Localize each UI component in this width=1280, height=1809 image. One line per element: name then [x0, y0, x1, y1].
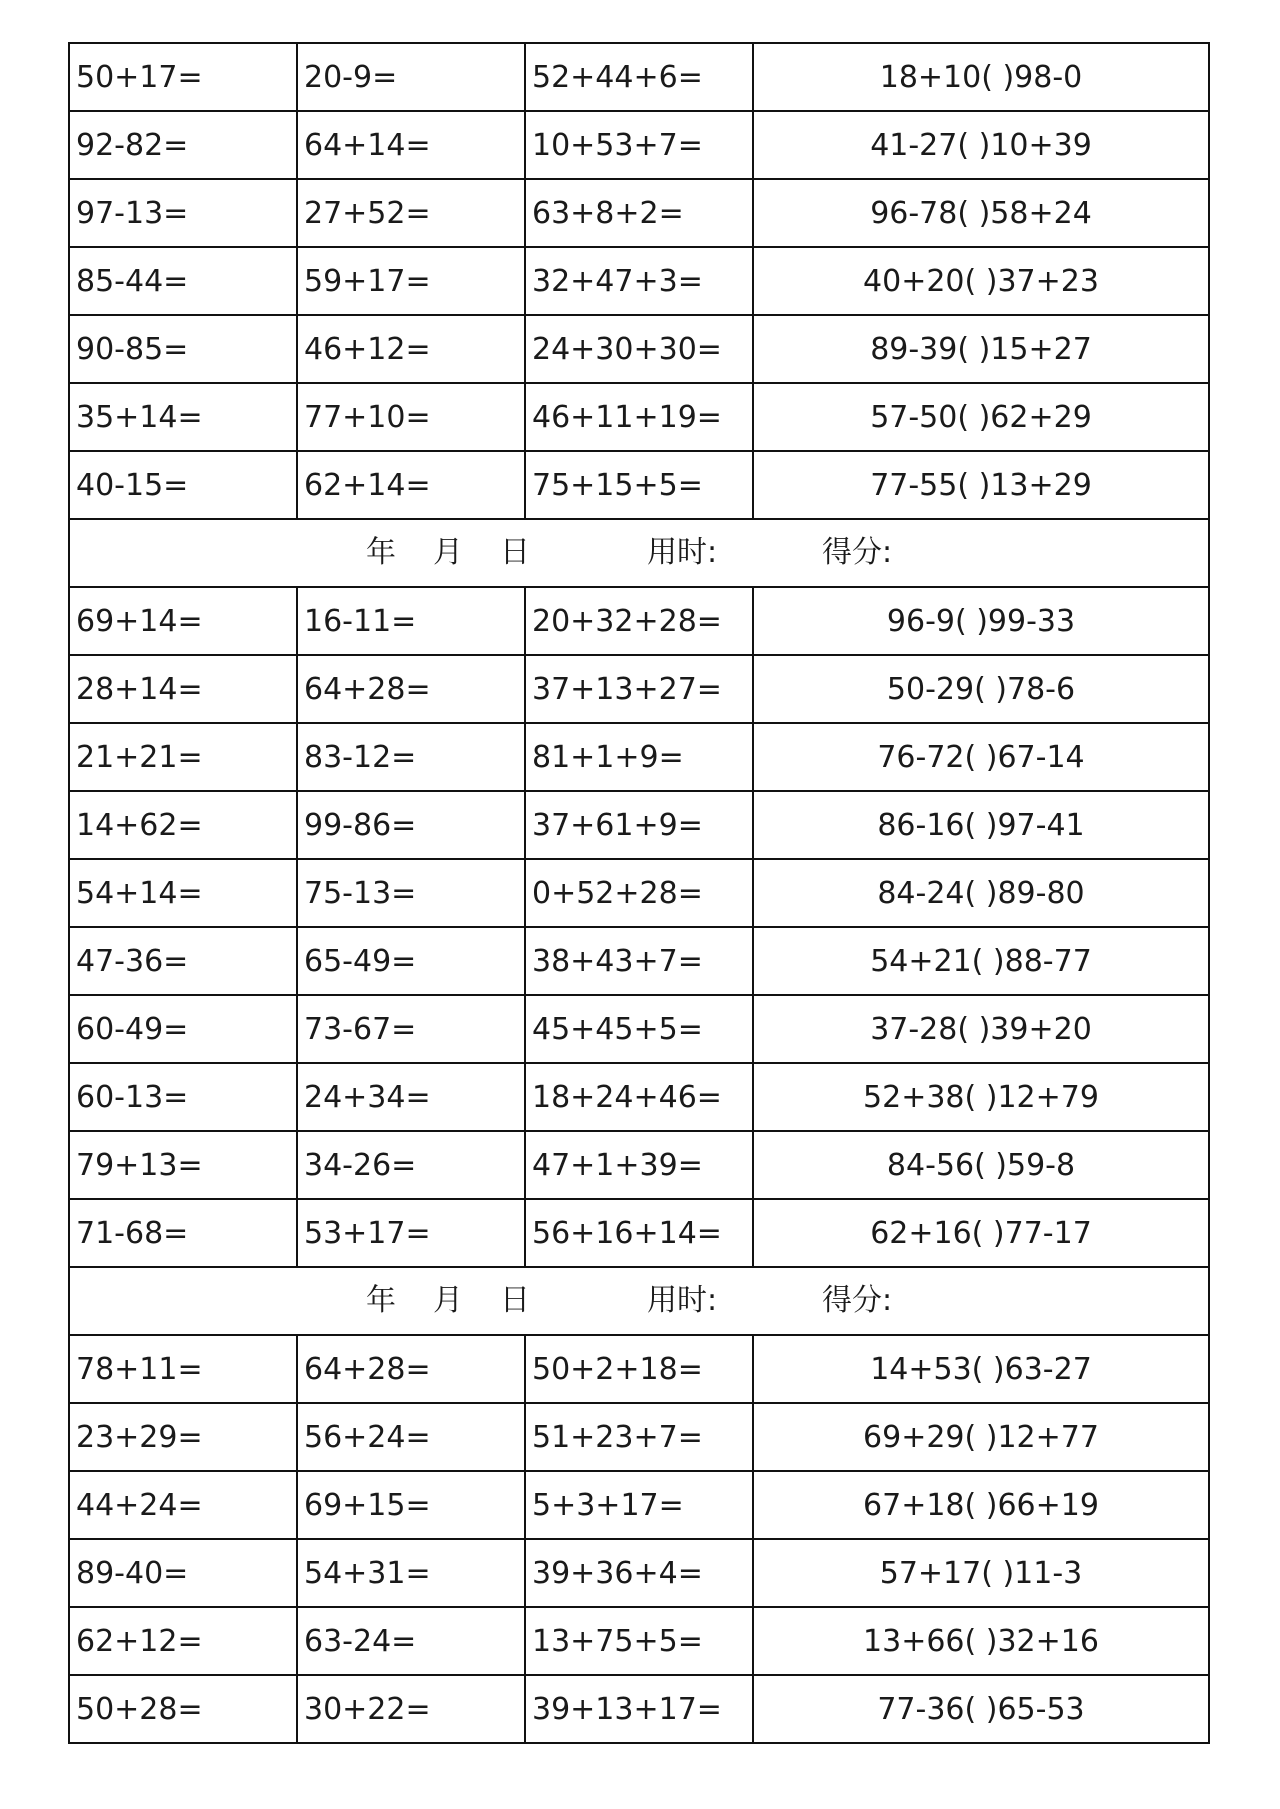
three-term-problem: 32+47+3=: [525, 247, 753, 315]
arithmetic-worksheet: [68, 42, 1210, 1744]
two-term-problem: 78+11=: [69, 1335, 297, 1403]
problem-row: [69, 1607, 1209, 1675]
two-term-problem: 30+22=: [297, 1675, 525, 1743]
three-term-problem: 51+23+7=: [525, 1403, 753, 1471]
score-label: 得分:: [822, 535, 893, 570]
header-row: [69, 1267, 1209, 1335]
three-term-problem: 24+30+30=: [525, 315, 753, 383]
two-term-problem: 20-9=: [297, 43, 525, 111]
two-term-problem: 23+29=: [69, 1403, 297, 1471]
two-term-problem: 62+14=: [297, 451, 525, 519]
month-label: 月: [433, 1283, 463, 1318]
comparison-problem: 84-56( )59-8: [753, 1131, 1209, 1199]
two-term-problem: 21+21=: [69, 723, 297, 791]
two-term-problem: 92-82=: [69, 111, 297, 179]
three-term-problem: 37+13+27=: [525, 655, 753, 723]
problem-row: [69, 791, 1209, 859]
two-term-problem: 73-67=: [297, 995, 525, 1063]
two-term-problem: 65-49=: [297, 927, 525, 995]
worksheet-body: [69, 43, 1209, 1743]
two-term-problem: 34-26=: [297, 1131, 525, 1199]
comparison-problem: 96-78( )58+24: [753, 179, 1209, 247]
three-term-problem: 37+61+9=: [525, 791, 753, 859]
comparison-problem: 69+29( )12+77: [753, 1403, 1209, 1471]
three-term-problem: 0+52+28=: [525, 859, 753, 927]
three-term-problem: 52+44+6=: [525, 43, 753, 111]
two-term-problem: 44+24=: [69, 1471, 297, 1539]
comparison-problem: 57+17( )11-3: [753, 1539, 1209, 1607]
comparison-problem: 40+20( )37+23: [753, 247, 1209, 315]
problem-row: [69, 1471, 1209, 1539]
two-term-problem: 47-36=: [69, 927, 297, 995]
date-time-score-header: [69, 519, 1209, 587]
three-term-problem: 10+53+7=: [525, 111, 753, 179]
two-term-problem: 89-40=: [69, 1539, 297, 1607]
problem-row: [69, 451, 1209, 519]
problem-row: [69, 179, 1209, 247]
comparison-problem: 37-28( )39+20: [753, 995, 1209, 1063]
problem-row: [69, 1403, 1209, 1471]
comparison-problem: 89-39( )15+27: [753, 315, 1209, 383]
two-term-problem: 75-13=: [297, 859, 525, 927]
two-term-problem: 27+52=: [297, 179, 525, 247]
comparison-problem: 13+66( )32+16: [753, 1607, 1209, 1675]
score-label: 得分:: [822, 1283, 893, 1318]
two-term-problem: 90-85=: [69, 315, 297, 383]
problem-row: [69, 1131, 1209, 1199]
comparison-problem: 50-29( )78-6: [753, 655, 1209, 723]
problem-row: [69, 655, 1209, 723]
problem-row: [69, 927, 1209, 995]
three-term-problem: 18+24+46=: [525, 1063, 753, 1131]
three-term-problem: 38+43+7=: [525, 927, 753, 995]
two-term-problem: 40-15=: [69, 451, 297, 519]
three-term-problem: 13+75+5=: [525, 1607, 753, 1675]
three-term-problem: 39+36+4=: [525, 1539, 753, 1607]
two-term-problem: 79+13=: [69, 1131, 297, 1199]
problem-row: [69, 43, 1209, 111]
two-term-problem: 16-11=: [297, 587, 525, 655]
two-term-problem: 97-13=: [69, 179, 297, 247]
month-label: 月: [433, 535, 463, 570]
comparison-problem: 86-16( )97-41: [753, 791, 1209, 859]
two-term-problem: 54+31=: [297, 1539, 525, 1607]
two-term-problem: 59+17=: [297, 247, 525, 315]
problem-row: [69, 1539, 1209, 1607]
three-term-problem: 50+2+18=: [525, 1335, 753, 1403]
two-term-problem: 69+15=: [297, 1471, 525, 1539]
two-term-problem: 99-86=: [297, 791, 525, 859]
problem-row: [69, 723, 1209, 791]
two-term-problem: 64+28=: [297, 1335, 525, 1403]
comparison-problem: 76-72( )67-14: [753, 723, 1209, 791]
problem-row: [69, 111, 1209, 179]
problem-row: [69, 1675, 1209, 1743]
comparison-problem: 67+18( )66+19: [753, 1471, 1209, 1539]
problem-row: [69, 315, 1209, 383]
date-time-score-header: [69, 1267, 1209, 1335]
three-term-problem: 63+8+2=: [525, 179, 753, 247]
two-term-problem: 28+14=: [69, 655, 297, 723]
three-term-problem: 39+13+17=: [525, 1675, 753, 1743]
two-term-problem: 56+24=: [297, 1403, 525, 1471]
two-term-problem: 64+28=: [297, 655, 525, 723]
time-used-label: 用时:: [647, 535, 718, 570]
comparison-problem: 84-24( )89-80: [753, 859, 1209, 927]
problem-row: [69, 859, 1209, 927]
comparison-problem: 77-55( )13+29: [753, 451, 1209, 519]
three-term-problem: 56+16+14=: [525, 1199, 753, 1267]
comparison-problem: 52+38( )12+79: [753, 1063, 1209, 1131]
problem-row: [69, 247, 1209, 315]
three-term-problem: 20+32+28=: [525, 587, 753, 655]
two-term-problem: 60-13=: [69, 1063, 297, 1131]
problem-row: [69, 587, 1209, 655]
two-term-problem: 24+34=: [297, 1063, 525, 1131]
two-term-problem: 62+12=: [69, 1607, 297, 1675]
problem-row: [69, 383, 1209, 451]
day-label: 日: [500, 535, 530, 570]
three-term-problem: 46+11+19=: [525, 383, 753, 451]
comparison-problem: 18+10( )98-0: [753, 43, 1209, 111]
three-term-problem: 75+15+5=: [525, 451, 753, 519]
comparison-problem: 54+21( )88-77: [753, 927, 1209, 995]
two-term-problem: 46+12=: [297, 315, 525, 383]
three-term-problem: 5+3+17=: [525, 1471, 753, 1539]
two-term-problem: 63-24=: [297, 1607, 525, 1675]
two-term-problem: 64+14=: [297, 111, 525, 179]
two-term-problem: 35+14=: [69, 383, 297, 451]
year-label: 年: [366, 1283, 396, 1318]
problem-row: [69, 1063, 1209, 1131]
three-term-problem: 47+1+39=: [525, 1131, 753, 1199]
three-term-problem: 45+45+5=: [525, 995, 753, 1063]
day-label: 日: [500, 1283, 530, 1318]
two-term-problem: 83-12=: [297, 723, 525, 791]
two-term-problem: 50+28=: [69, 1675, 297, 1743]
three-term-problem: 81+1+9=: [525, 723, 753, 791]
problem-row: [69, 1199, 1209, 1267]
problem-row: [69, 995, 1209, 1063]
two-term-problem: 53+17=: [297, 1199, 525, 1267]
two-term-problem: 85-44=: [69, 247, 297, 315]
two-term-problem: 54+14=: [69, 859, 297, 927]
comparison-problem: 96-9( )99-33: [753, 587, 1209, 655]
comparison-problem: 14+53( )63-27: [753, 1335, 1209, 1403]
two-term-problem: 50+17=: [69, 43, 297, 111]
time-used-label: 用时:: [647, 1283, 718, 1318]
two-term-problem: 60-49=: [69, 995, 297, 1063]
comparison-problem: 62+16( )77-17: [753, 1199, 1209, 1267]
two-term-problem: 77+10=: [297, 383, 525, 451]
two-term-problem: 14+62=: [69, 791, 297, 859]
two-term-problem: 71-68=: [69, 1199, 297, 1267]
header-row: [69, 519, 1209, 587]
comparison-problem: 77-36( )65-53: [753, 1675, 1209, 1743]
comparison-problem: 41-27( )10+39: [753, 111, 1209, 179]
comparison-problem: 57-50( )62+29: [753, 383, 1209, 451]
problem-row: [69, 1335, 1209, 1403]
two-term-problem: 69+14=: [69, 587, 297, 655]
year-label: 年: [366, 535, 396, 570]
